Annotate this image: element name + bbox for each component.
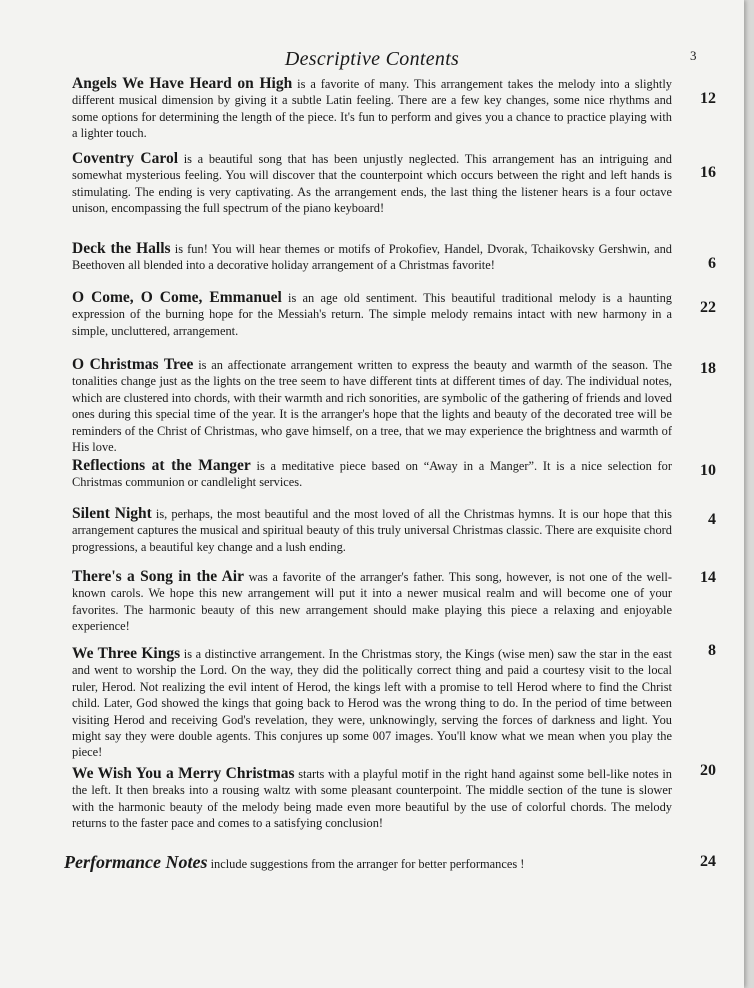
entry-description: is a beautiful song that has been unjustly neglected. This arrangement has an intriguing and somewhat mysterious feeling. You will discover that the counterpoint which occurs between the right and left hands is stimulating. The ending is very captivating. As the arrangement ends, the last thing the listener hears is a four octave unison, encompassing the full spectrum of the piano keyboard! — [72, 152, 672, 216]
entry-page-number: 10 — [700, 462, 716, 479]
performance-notes-title: Performance Notes — [64, 852, 208, 872]
performance-notes-entry — [64, 854, 644, 872]
entry-title: There's a Song in the Air — [72, 568, 244, 585]
entry-title: We Wish You a Merry Christmas — [72, 765, 295, 782]
entry-title: We Three Kings — [72, 645, 181, 662]
entry-page-number: 12 — [700, 90, 716, 107]
entry-reflections-at-the-manger — [72, 458, 672, 491]
entry-description: is a distinctive arrangement. In the Christmas story, the Kings (wise men) saw the star in the east and went to worship the Lord. On the way, they did the politically correct thing and paid a courtesy visit to the local ruler, Herod. Not realizing the evil intent of Herod, the kings left with a promise to tell Herod where to find the Christ child. Later, God showed the kings that going back to Herod was the wrong thing to do. In the period of time between visiting Herod and receiving God's revelation, they were, unknowingly, serving the forces of darkness and light. You might say they were double agents. This conjures up some 007 images. You'll know what we mean when you play the piece! — [72, 647, 673, 760]
entry-title: Angels We Have Heard on High — [72, 75, 293, 92]
entry-title: Deck the Halls — [72, 240, 171, 257]
entry-description: is a favorite of many. This arrangement takes the melody into a slightly different musical dimension by giving it a subtle Latin feeling. There are a few key changes, some nice rhythms and some options for determining the length of the piece. It's fun to perform and gives you a chance to practice playing with a lighter touch. — [72, 77, 672, 141]
entry-description: is a meditative piece based on “Away in a Manger”. It is a nice selection for Christmas communion or candlelight services. — [72, 459, 672, 490]
entry-title: Silent Night — [72, 505, 152, 522]
entry-silent-night — [72, 506, 672, 555]
entry-page-number: 18 — [700, 360, 716, 377]
entry-title: O Christmas Tree — [72, 356, 194, 373]
entry-title: O Come, O Come, Emmanuel — [72, 289, 282, 306]
entry-title: Coventry Carol — [72, 150, 179, 167]
entry-page-number: 4 — [708, 511, 716, 528]
entry-description: is fun! You will hear themes or motifs of Prokofiev, Handel, Dvorak, Tchaikovsky Gershwin, and Beethoven all blended into a decorative holiday arrangement of a Christmas favorite! — [72, 242, 672, 273]
entry-page-number: 20 — [700, 762, 716, 779]
entry-we-wish-you-a-merry-christmas — [72, 766, 672, 832]
entry-page-number: 6 — [708, 255, 716, 272]
page-number: 3 — [690, 48, 697, 63]
entry-title: Reflections at the Manger — [72, 457, 251, 474]
entry-description: was a favorite of the arranger's father. This song, however, is not one of the well-known carols. We hope this new arrangement will put it into a newer musical realm and will become one of your favorites. The harmonic beauty of this new arrangement should make playing this piece a relaxing and enjoyable experience! — [72, 570, 672, 634]
entry-we-three-kings — [72, 646, 672, 761]
entry-description: is an age old sentiment. This beautiful traditional melody is a haunting expression of the burning hope for the Messiah's return. The simple melody remains intact with new harmony in a simple, uncluttered, arrangement. — [72, 291, 672, 338]
performance-notes-description: include suggestions from the arranger for better performances ! — [210, 857, 525, 871]
entry-description: starts with a playful motif in the right hand against some bell-like notes in the left. It then breaks into a rousing waltz with some pleasant counterpoint. The middle section of the tune is slower with the harmonic beauty of the melody being made even more beautiful by the use of colorful chords. The melody returns to the faster pace and comes to a satisfying conclusion! — [72, 767, 672, 831]
entry-coventry-carol — [72, 151, 672, 217]
entry-theres-a-song-in-the-air — [72, 569, 672, 635]
entry-page-number: 22 — [700, 299, 716, 316]
entry-deck-the-halls — [72, 241, 672, 274]
page-title: Descriptive Contents — [284, 48, 460, 70]
performance-notes-page-number: 24 — [700, 853, 716, 870]
entry-page-number: 16 — [700, 164, 716, 181]
entry-description: is, perhaps, the most beautiful and the most loved of all the Christmas hymns. It is our hope that this arrangement captures the musical and spiritual beauty of this truly universal Christmas classic. There are exquisite chord progressions, a beautiful key change and a lush ending. — [72, 507, 672, 554]
entry-o-christmas-tree — [72, 357, 672, 455]
entry-page-number: 8 — [708, 642, 716, 659]
entry-page-number: 14 — [700, 569, 716, 586]
entry-o-come-o-come-emmanuel — [72, 290, 672, 339]
entry-description: is an affectionate arrangement written to express the beauty and warmth of the season. The tonalities change just as the lights on the tree seem to have different tints at different times of day. The individual notes, which are clustered into chords, with their warmth and rich sonorities, are symbolic of the gathering of friends and loved ones during this special time of the year. It is the arranger's hope that the lights and beauty of the decorated tree will be reminders of the Christ of Christmas, who gave himself, on a tree, that we may experience the brightness and warmth of His love. — [72, 358, 672, 455]
entry-angels-we-have-heard-on-high — [72, 76, 672, 142]
